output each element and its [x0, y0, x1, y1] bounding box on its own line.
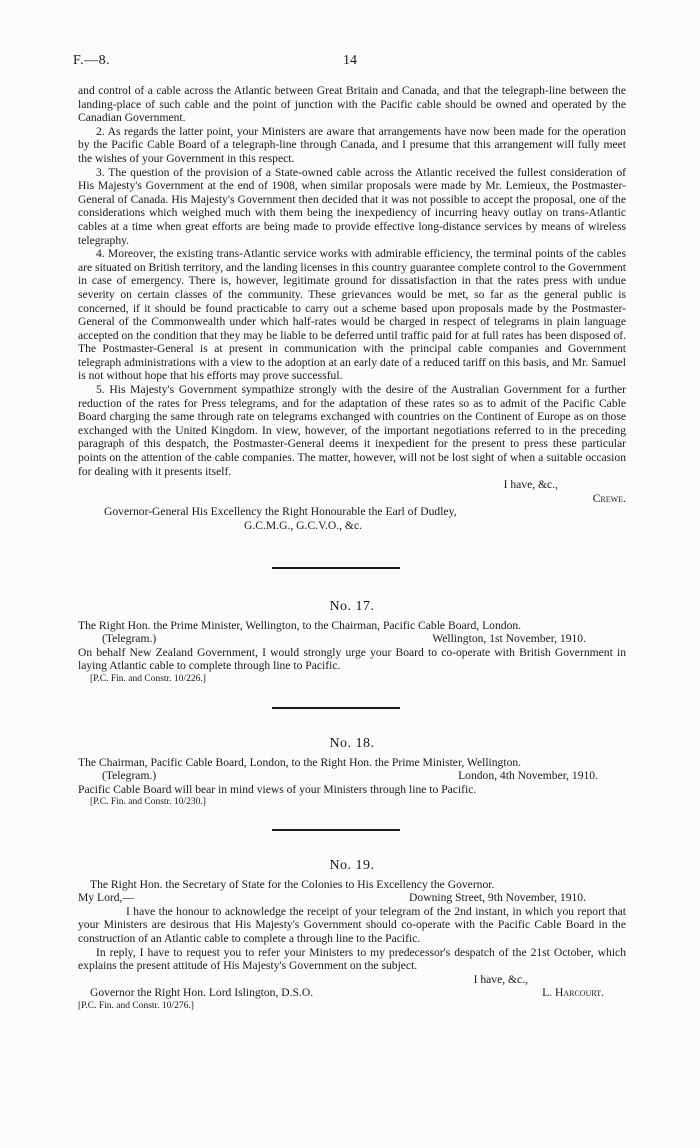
- file-reference: [P.C. Fin. and Constr. 10/226.]: [90, 673, 206, 684]
- page-number: 14: [343, 53, 357, 68]
- section-number: No. 19.: [329, 858, 375, 873]
- section-heading: The Right Hon. the Secretary of State for the Colonies to His Excellency the Governor.: [90, 877, 495, 891]
- section-number: No. 18.: [329, 736, 375, 751]
- paragraph: In reply, I have to request you to refer your Ministers to my predecessor's despatch of the 21st October, which explains the present attitude of His Majesty's Government on the subject.: [78, 945, 626, 973]
- salutation: My Lord,—: [78, 891, 135, 905]
- section-divider: [272, 707, 400, 709]
- section-17: [78, 600, 626, 687]
- place-date: Wellington, 1st November, 1910.: [432, 632, 586, 646]
- telegram-body: On behalf New Zealand Government, I would strongly urge your Board to co-operate with British Government in laying Atlantic cable to complete through line to Pacific.: [78, 645, 626, 673]
- file-reference: [P.C. Fin. and Constr. 10/276.]: [78, 1000, 194, 1011]
- despatch-continuation: [78, 84, 626, 533]
- section-18: [78, 737, 626, 810]
- closing: I have, &c.,: [473, 972, 528, 986]
- place-date: Downing Street, 9th November, 1910.: [409, 891, 586, 905]
- telegram-line: [78, 769, 626, 783]
- section-heading: The Right Hon. the Prime Minister, Wellington, to the Chairman, Pacific Cable Board, London.: [78, 618, 522, 632]
- telegram-line: [78, 632, 626, 646]
- section-number: No. 17.: [329, 599, 375, 614]
- salutation-line: [78, 891, 626, 905]
- file-reference: [P.C. Fin. and Constr. 10/230.]: [90, 797, 206, 808]
- paragraph: 3. The question of the provision of a State-owned cable across the Atlantic received the fullest consideration of His Majesty's Government at the end of 1908, when similar proposals were made by Mr. Lemieux, the Postmaster-General of Canada. His Majesty's Government then decided that it was not possible to accept the proposal, one of the considerations which weighed much with them being the inexpediency of incurring heavy outlay on trans-Atlantic cables at a time when great efforts are being made to provide effective long-distance services by means of wireless telegraphy.: [78, 165, 626, 247]
- paragraph: I have the honour to acknowledge the receipt of your telegram of the 2nd instant, in which you report that your Ministers are desirous that His Majesty's Government should co-operate with the Pacific Cable Board in the construction of an Atlantic cable to complete a through line to the Pacific.: [78, 904, 626, 945]
- signature: L. Harcourt.: [542, 986, 604, 1000]
- paragraph: 4. Moreover, the existing trans-Atlantic service works with admirable efficiency, the terminal points of the cables are situated on British territory, and the landing licenses in this country guarantee complete control to the Government in case of emergency. There is, however, legitimate ground for dissatisfaction in that the rates press with undue severity on certain classes of the community. These grievances would be met, so far as the general public is concerned, if it should be found practicable to carry out a scheme based upon proposals made by the Postmaster-General of the Commonwealth under which half-rates would be charged in respect of telegrams in plain language accepted on the condition that they may be liable to be deferred until traffic paid for at full rates has been disposed of. The Postmaster-General is at present in communication with the principal cable companies and Government telegraph administrations with a view to the adoption at an early date of a reduced tariff on this basis, and Mr. Samuel is not without hope that his efforts may prove successful.: [78, 247, 626, 383]
- addressee-honours: G.C.M.G., G.C.V.O., &c.: [244, 519, 362, 532]
- section-19: [78, 859, 626, 1014]
- section-heading: The Chairman, Pacific Cable Board, London, to the Right Hon. the Prime Minister, Wellington.: [78, 755, 522, 769]
- telegram-body: Pacific Cable Board will bear in mind views of your Ministers through line to Pacific.: [78, 782, 477, 796]
- telegram-label: (Telegram.): [102, 632, 157, 646]
- document-code: F.—8.: [73, 53, 111, 68]
- signature-line: [78, 986, 626, 1000]
- addressee: Governor the Right Hon. Lord Islington, D.S.O.: [90, 986, 314, 1000]
- paragraph: 2. As regards the latter point, your Ministers are aware that arrangements have now been made for the operation by the Pacific Cable Board of a telegraph-line through Canada, and I presume that this arrangement will fully meet the wishes of your Government in this respect.: [78, 124, 626, 165]
- paragraph: and control of a cable across the Atlantic between Great Britain and Canada, and that the telegraph-line between the landing-place of such cable and the point of junction with the Pacific cable should be owned and operated by the Canadian Government.: [78, 84, 626, 125]
- place-date: London, 4th November, 1910.: [458, 769, 598, 783]
- paragraph: 5. His Majesty's Government sympathize strongly with the desire of the Australian Government for a further reduction of the rates for Press telegrams, and for the adaptation of these rates so as to admit of the Pacific Cable Board charging the same through rate on telegrams exchanged with countries on the Continent of Europe as on those exchanged with the United Kingdom. In view, however, of the important negotiations referred to in the preceding paragraph of this despatch, the Postmaster-General deems it inexpedient for the present to press these particular points on the attention of the cable companies. The matter, however, will not be lost sight of when a suitable occasion for dealing with it presents itself.: [78, 383, 626, 478]
- section-divider: [272, 829, 400, 831]
- addressee: Governor-General His Excellency the Right Honourable the Earl of Dudley,: [104, 505, 457, 519]
- section-divider: [272, 567, 400, 569]
- signature: Crewe.: [592, 491, 626, 505]
- telegram-label: (Telegram.): [102, 769, 157, 783]
- closing: I have, &c.,: [503, 478, 558, 492]
